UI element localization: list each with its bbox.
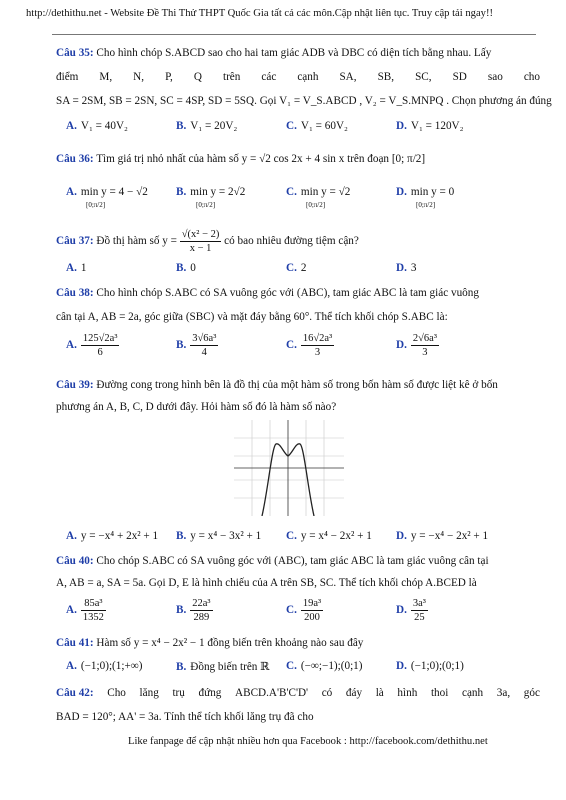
q41-option-d[interactable] xyxy=(396,660,464,672)
q40-line1 xyxy=(56,554,540,568)
q37-pre: Đồ thị hàm số y = xyxy=(96,235,177,248)
option-text: Đồng biến trên ℝ xyxy=(190,661,270,673)
q35-line3: SA = 2SM, SB = 2SN, SC = 4SP, SD = 5SQ. Gọi V₁ = V_S.ABCD , V₂ = V_S.MNPQ . Chọn phương án đúng xyxy=(56,95,552,107)
option-letter: D. xyxy=(396,530,407,542)
q35-option-a[interactable] xyxy=(66,120,128,132)
option-text: V₁ = 60V₂ xyxy=(300,120,348,132)
option-text: 2 xyxy=(300,262,307,274)
q35-word: điểm xyxy=(56,71,79,83)
q35-label: Câu 35: xyxy=(56,47,94,59)
q42-word: Cho xyxy=(107,687,126,699)
q35-word: P, xyxy=(165,71,173,83)
q38-options xyxy=(56,332,546,368)
q41-label: Câu 41: xyxy=(56,637,94,649)
q35-line1 xyxy=(56,46,540,60)
option-letter: B. xyxy=(176,661,187,673)
option-text: min y = 4 − √2 xyxy=(80,186,148,198)
q39-option-a[interactable] xyxy=(66,530,158,542)
option-text: y = −x⁴ + 2x² + 1 xyxy=(80,530,159,542)
option-text: y = x⁴ − 2x² + 1 xyxy=(300,530,372,542)
q35-word: các xyxy=(261,71,277,83)
q35-word: Q xyxy=(193,71,202,83)
q37-option-a[interactable] xyxy=(66,262,86,274)
q35-word: M, xyxy=(99,71,113,83)
q36-option-d[interactable] xyxy=(396,186,454,210)
q35-word: SB, xyxy=(377,71,395,83)
q42-word: cạnh xyxy=(462,687,484,699)
q42-word: đáy xyxy=(345,687,363,699)
option-text: y = x⁴ − 3x² + 1 xyxy=(190,530,262,542)
fraction-denominator: x − 1 xyxy=(189,243,212,254)
q37-option-c[interactable] xyxy=(286,262,306,274)
header-divider xyxy=(52,34,536,35)
fraction-denominator: 1352 xyxy=(82,612,104,623)
option-fraction xyxy=(301,597,323,624)
fraction-numerator: 2√6a³ xyxy=(412,333,437,344)
option-letter: B. xyxy=(176,339,187,352)
option-letter: B. xyxy=(176,186,187,198)
option-letter: C. xyxy=(286,660,297,672)
q35-word: cạnh xyxy=(297,71,319,83)
option-text: 1 xyxy=(80,262,87,274)
option-letter: A. xyxy=(66,262,77,274)
q39-line1 xyxy=(56,378,540,392)
q40-options xyxy=(56,597,546,633)
q35-option-c[interactable] xyxy=(286,120,348,132)
option-letter: C. xyxy=(286,530,297,542)
fraction-denominator: 6 xyxy=(97,347,103,358)
q37-option-b[interactable] xyxy=(176,262,196,274)
q38-option-c[interactable] xyxy=(286,332,334,359)
q41-option-a[interactable] xyxy=(66,660,143,672)
option-text: 3 xyxy=(410,262,417,274)
option-text: y = −x⁴ − 2x² + 1 xyxy=(410,530,489,542)
q38-option-d[interactable] xyxy=(396,332,439,359)
fraction-denominator: 25 xyxy=(414,612,425,623)
q42-word: 3a, xyxy=(496,687,511,699)
option-letter: A. xyxy=(66,120,77,132)
fraction-denominator: 289 xyxy=(193,612,210,623)
fraction-denominator: 3 xyxy=(422,347,428,358)
q36-option-b[interactable] xyxy=(176,186,245,210)
q36-label: Câu 36: xyxy=(56,153,94,165)
q35-word: cho xyxy=(523,71,540,83)
option-text: V₁ = 20V₂ xyxy=(190,120,238,132)
page-footer: Like fanpage để cập nhật nhiều hơn qua Facebook : http://facebook.com/dethithu.net xyxy=(128,736,488,747)
option-text: (−1;0);(0;1) xyxy=(410,660,464,672)
option-subscript: [0;π/2] xyxy=(196,201,216,209)
fraction-denominator: 3 xyxy=(314,347,321,358)
option-fraction xyxy=(190,597,212,624)
q39-function-graph xyxy=(234,420,344,516)
option-text: 0 xyxy=(190,262,196,274)
q39-label: Câu 39: xyxy=(56,379,94,391)
q42-label: Câu 42: xyxy=(56,687,94,699)
q38-option-a[interactable] xyxy=(66,332,119,359)
fraction-numerator: √(x² − 2) xyxy=(181,229,220,240)
q42-word: có xyxy=(321,687,333,699)
option-letter: A. xyxy=(66,604,77,617)
q38-text-1: Cho hình chóp S.ABC có SA vuông góc với (ABC), tam giác ABC là tam giác vuông xyxy=(96,287,479,299)
option-letter: D. xyxy=(396,660,407,672)
q40-option-b[interactable] xyxy=(176,597,213,624)
q38-label: Câu 38: xyxy=(56,287,94,299)
fraction-denominator: 200 xyxy=(304,612,320,623)
option-letter: A. xyxy=(66,186,77,198)
option-letter: C. xyxy=(286,120,297,132)
q42-line1 xyxy=(56,686,540,700)
q36-option-c[interactable] xyxy=(286,186,350,210)
q40-option-a[interactable] xyxy=(66,597,106,624)
fraction-numerator: 19a³ xyxy=(302,598,322,609)
q35-line2 xyxy=(56,70,540,84)
option-letter: A. xyxy=(66,660,77,672)
option-letter: D. xyxy=(396,262,407,274)
q42-word: thoi xyxy=(430,687,449,699)
option-fraction xyxy=(81,597,106,624)
q38-option-b[interactable] xyxy=(176,332,218,359)
q35-text-1: Cho hình chóp S.ABCD sao cho hai tam giác ADB và DBC có diện tích bằng nhau. Lấy xyxy=(96,47,492,59)
q35-word: SD xyxy=(452,71,467,83)
q42-word: ABCD.A'B'C'D' xyxy=(235,687,309,699)
option-letter: C. xyxy=(286,262,297,274)
q35-word: SA, xyxy=(339,71,357,83)
q35-word: sao xyxy=(487,71,503,83)
q40-line2: A, AB = a, SA = 5a. Gọi D, E là hình chiếu của A trên SB, SC. Thể tích khối chóp A.BCED là xyxy=(56,577,477,589)
q40-text-1: Cho chóp S.ABC có SA vuông góc với (ABC), tam giác ABC là tam giác vuông cân tại xyxy=(96,555,489,567)
option-letter: B. xyxy=(176,262,187,274)
option-text: min y = 0 xyxy=(410,186,455,198)
q41-line1 xyxy=(56,636,540,650)
q39-option-d[interactable] xyxy=(396,530,488,542)
option-letter: D. xyxy=(396,186,407,198)
q35-option-b[interactable] xyxy=(176,120,237,132)
fraction-numerator: 3√6a³ xyxy=(192,333,217,344)
option-text: min y = 2√2 xyxy=(190,186,246,198)
fraction-numerator: 22a³ xyxy=(192,598,211,609)
option-fraction xyxy=(411,597,428,624)
option-text: V₁ = 120V₂ xyxy=(410,120,464,132)
option-letter: A. xyxy=(66,530,77,542)
q35-option-d[interactable] xyxy=(396,120,464,132)
q36-text: Tìm giá trị nhỏ nhất của hàm số y = √2 cos 2x + 4 sin x trên đoạn [0; π/2] xyxy=(96,153,426,165)
fraction-denominator: 4 xyxy=(201,347,207,358)
q35-word: trên xyxy=(222,71,241,83)
q42-word: đứng xyxy=(198,687,222,699)
option-subscript: [0;π/2] xyxy=(306,201,326,209)
q41-option-b[interactable] xyxy=(176,660,269,673)
option-letter: B. xyxy=(176,120,187,132)
option-text: V₁ = 40V₂ xyxy=(80,120,128,132)
option-letter: B. xyxy=(176,530,187,542)
q42-word: là xyxy=(375,687,384,699)
q38-line1 xyxy=(56,286,540,300)
option-letter: A. xyxy=(66,339,77,352)
fraction-numerator: 85a³ xyxy=(81,597,106,611)
option-letter: C. xyxy=(286,186,297,198)
option-text: (−1;0);(1;+∞) xyxy=(80,660,143,672)
option-letter: B. xyxy=(176,604,187,617)
q37-option-d[interactable] xyxy=(396,262,416,274)
q37-post: có bao nhiêu đường tiệm cận? xyxy=(224,235,359,248)
fraction-numerator: 3a³ xyxy=(412,598,426,609)
q35-word: N, xyxy=(133,71,145,83)
option-subscript: [0;π/2] xyxy=(416,201,436,209)
option-letter: C. xyxy=(286,339,297,352)
option-fraction xyxy=(190,332,218,359)
q39-option-c[interactable] xyxy=(286,530,372,542)
q39-line2: phương án A, B, C, D dưới đây. Hỏi hàm số đó là hàm số nào? xyxy=(56,401,337,413)
q41-text: Hàm số y = x⁴ − 2x² − 1 đồng biến trên khoảng nào sau đây xyxy=(96,637,364,649)
q41-option-c[interactable] xyxy=(286,660,363,672)
q42-line2: BAD = 120°; AA' = 3a. Tính thể tích khối lăng trụ đã cho xyxy=(56,711,314,723)
q36-option-a[interactable] xyxy=(66,186,148,210)
q42-word: góc xyxy=(523,687,540,699)
q39-option-b[interactable] xyxy=(176,530,261,542)
option-letter: D. xyxy=(396,604,407,617)
q37-line1 xyxy=(56,228,540,255)
fraction-numerator: 125√2a³ xyxy=(82,333,118,344)
option-fraction xyxy=(411,332,439,359)
option-letter: D. xyxy=(396,120,407,132)
page-header: http://dethithu.net - Website Đề Thi Thử THPT Quốc Gia tất cả các môn.Cập nhật liên tục. Truy cập tải ngay!! xyxy=(26,8,493,19)
option-subscript: [0;π/2] xyxy=(86,201,106,209)
option-fraction xyxy=(81,332,120,359)
q39-text-1: Đường cong trong hình bên là đồ thị của một hàm số trong bốn hàm số được liệt kê ở bốn xyxy=(96,379,498,391)
option-text: min y = √2 xyxy=(300,186,351,198)
option-fraction xyxy=(301,332,334,359)
q42-word: hình xyxy=(397,687,418,699)
option-letter: D. xyxy=(396,339,407,352)
fraction-numerator: 16√2a³ xyxy=(302,333,333,344)
q42-word: lăng xyxy=(139,687,159,699)
q40-label: Câu 40: xyxy=(56,555,94,567)
q38-line2: cân tại A, AB = 2a, góc giữa (SBC) và mặt đáy bằng 60°. Thể tích khối chóp S.ABC là: xyxy=(56,311,448,323)
q37-label: Câu 37: xyxy=(56,235,94,248)
option-letter: C. xyxy=(286,604,297,617)
q37-fraction xyxy=(180,228,222,255)
q40-option-d[interactable] xyxy=(396,597,428,624)
q40-option-c[interactable] xyxy=(286,597,323,624)
option-text: (−∞;−1);(0;1) xyxy=(300,660,363,672)
q35-word: SC, xyxy=(415,71,432,83)
q36-line1 xyxy=(56,152,540,166)
q42-word: trụ xyxy=(172,687,185,699)
